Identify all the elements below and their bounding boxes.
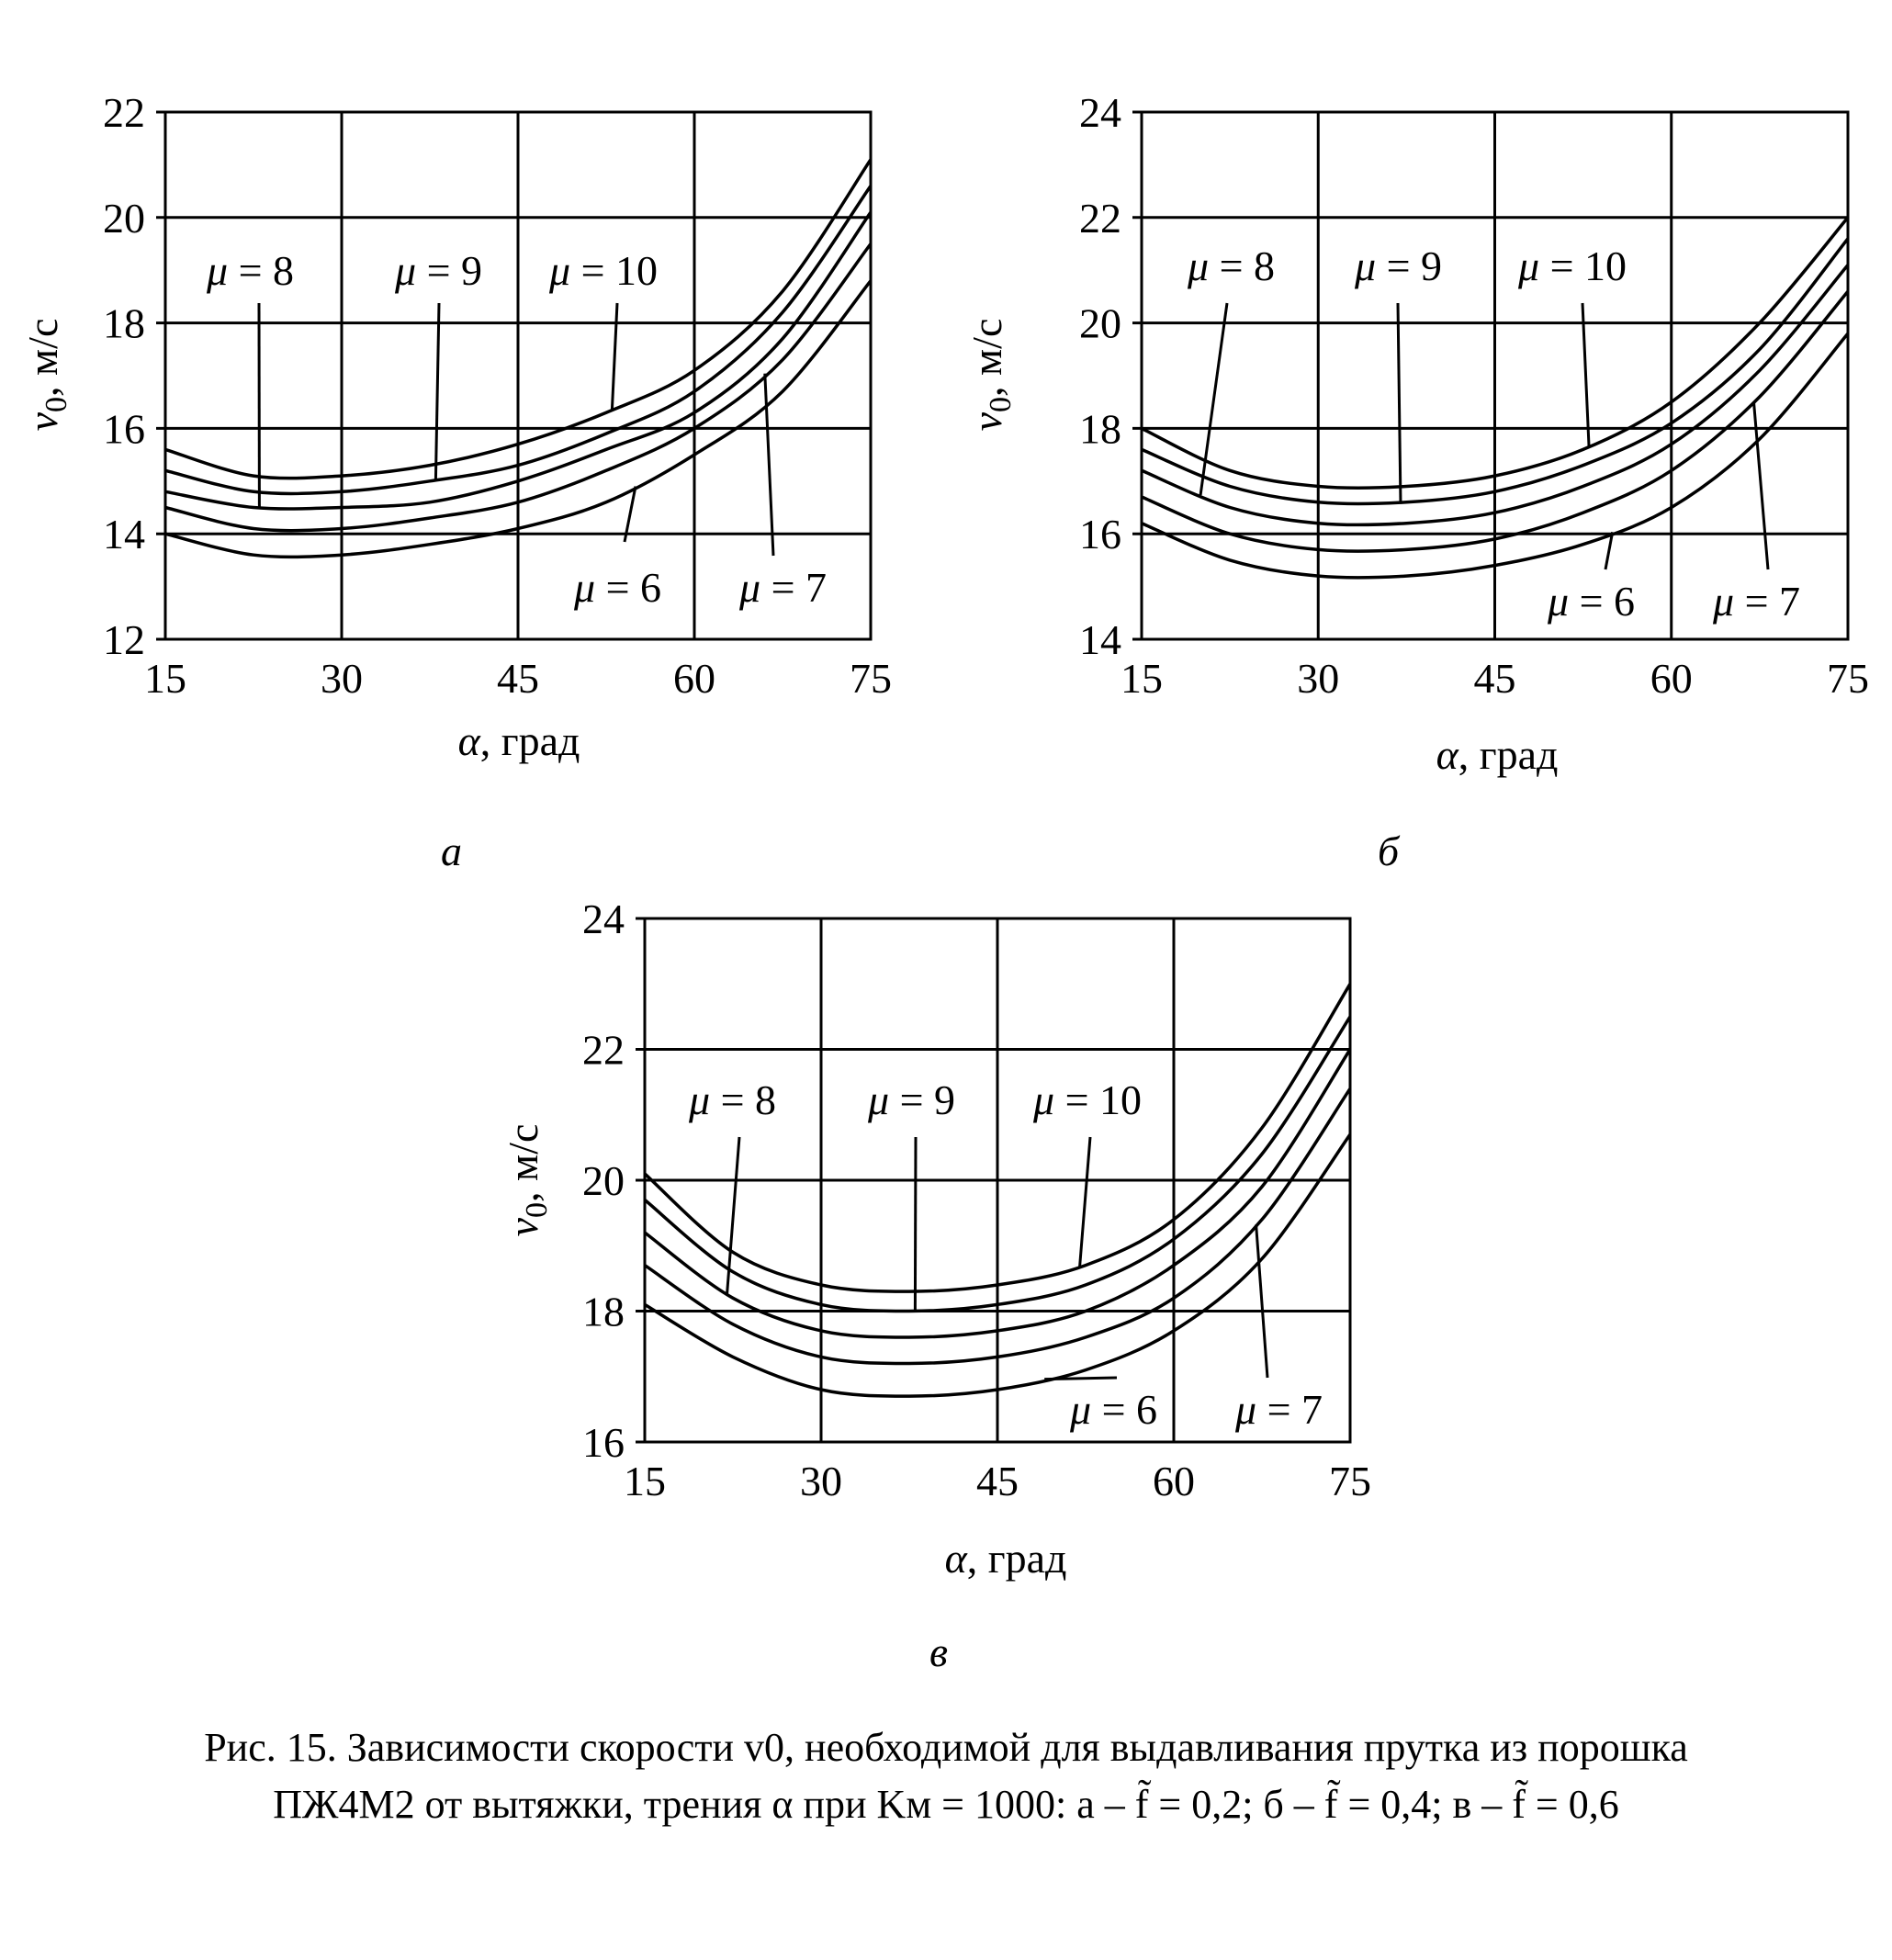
- caption-line-2: ПЖ4М2 от вытяжки, трения α при Kм = 1000: а – f̃ = 0,2; б – f̃ = 0,4; в – f̃ = 0,6: [273, 1782, 1619, 1827]
- x-tick-label: 15: [144, 655, 186, 702]
- y-tick-label: 16: [582, 1419, 625, 1466]
- x-axis-title: α, град: [457, 717, 580, 764]
- y-tick-label: 22: [582, 1026, 625, 1074]
- y-axis-title: $v_0$, м/с: [500, 1123, 554, 1237]
- y-tick-label: 20: [1079, 299, 1121, 347]
- series-label: μ = 10: [1518, 242, 1627, 289]
- x-tick-label: 75: [1827, 655, 1869, 702]
- y-axis-title: $v_0$, м/с: [19, 318, 73, 432]
- series-label: μ = 8: [207, 247, 295, 294]
- y-tick-label: 22: [103, 89, 145, 136]
- series-leader-line: [1080, 1137, 1090, 1267]
- series-label: μ = 6: [1070, 1386, 1158, 1433]
- x-tick-label: 60: [673, 655, 715, 702]
- y-tick-label: 20: [582, 1157, 625, 1204]
- y-tick-label: 22: [1079, 194, 1121, 242]
- caption-line-1: Рис. 15. Зависимости скорости v0, необходимой для выдавливания прутка из порошка: [204, 1725, 1688, 1770]
- x-tick-label: 45: [497, 655, 539, 702]
- x-tick-label: 30: [800, 1458, 842, 1504]
- series-leader-line: [1044, 1378, 1117, 1380]
- series-label: μ = 9: [1355, 242, 1443, 289]
- figure-caption: [0, 1719, 1892, 1833]
- series-label: μ = 8: [1188, 242, 1276, 289]
- y-tick-label: 14: [1079, 616, 1121, 663]
- x-tick-label: 75: [1329, 1458, 1371, 1504]
- panel-letter-b: б: [1378, 828, 1400, 874]
- y-tick-label: 16: [1079, 511, 1121, 558]
- series-label: μ = 6: [1548, 578, 1636, 625]
- x-tick-label: 45: [1473, 655, 1516, 702]
- y-tick-label: 24: [582, 896, 625, 942]
- x-tick-label: 60: [1650, 655, 1693, 702]
- y-tick-label: 14: [103, 511, 145, 558]
- x-tick-label: 75: [850, 655, 892, 702]
- x-axis-title: α, град: [944, 1535, 1067, 1582]
- x-tick-label: 15: [1121, 655, 1163, 702]
- y-tick-label: 18: [1079, 405, 1121, 453]
- series-label: μ = 6: [574, 564, 662, 611]
- x-tick-label: 60: [1153, 1458, 1195, 1504]
- y-tick-label: 12: [103, 616, 145, 663]
- series-label: μ = 7: [1235, 1386, 1323, 1433]
- series-label: μ = 9: [868, 1076, 956, 1123]
- series-leader-line: [727, 1137, 739, 1294]
- x-tick-label: 30: [1297, 655, 1340, 702]
- panel-letter-c: в: [929, 1628, 948, 1675]
- y-tick-label: 20: [103, 194, 145, 242]
- y-tick-label: 18: [103, 299, 145, 347]
- series-label: μ = 8: [689, 1076, 777, 1123]
- series-leader-line: [1256, 1224, 1267, 1378]
- x-axis-title: α, град: [1436, 731, 1559, 778]
- panel-letter-a: а: [441, 828, 462, 874]
- x-tick-label: 15: [624, 1458, 666, 1504]
- series-label: μ = 7: [739, 564, 828, 611]
- series-label: μ = 10: [549, 247, 659, 294]
- y-tick-label: 18: [582, 1288, 625, 1335]
- x-tick-label: 45: [976, 1458, 1019, 1504]
- y-tick-label: 16: [103, 405, 145, 453]
- x-tick-label: 30: [321, 655, 363, 702]
- series-label: μ = 9: [395, 247, 483, 294]
- series-label: μ = 7: [1713, 578, 1801, 625]
- series-label: μ = 10: [1033, 1076, 1143, 1123]
- y-axis-title: $v_0$, м/с: [963, 318, 1018, 432]
- series-leader-line: [915, 1137, 916, 1311]
- y-tick-label: 24: [1079, 89, 1121, 136]
